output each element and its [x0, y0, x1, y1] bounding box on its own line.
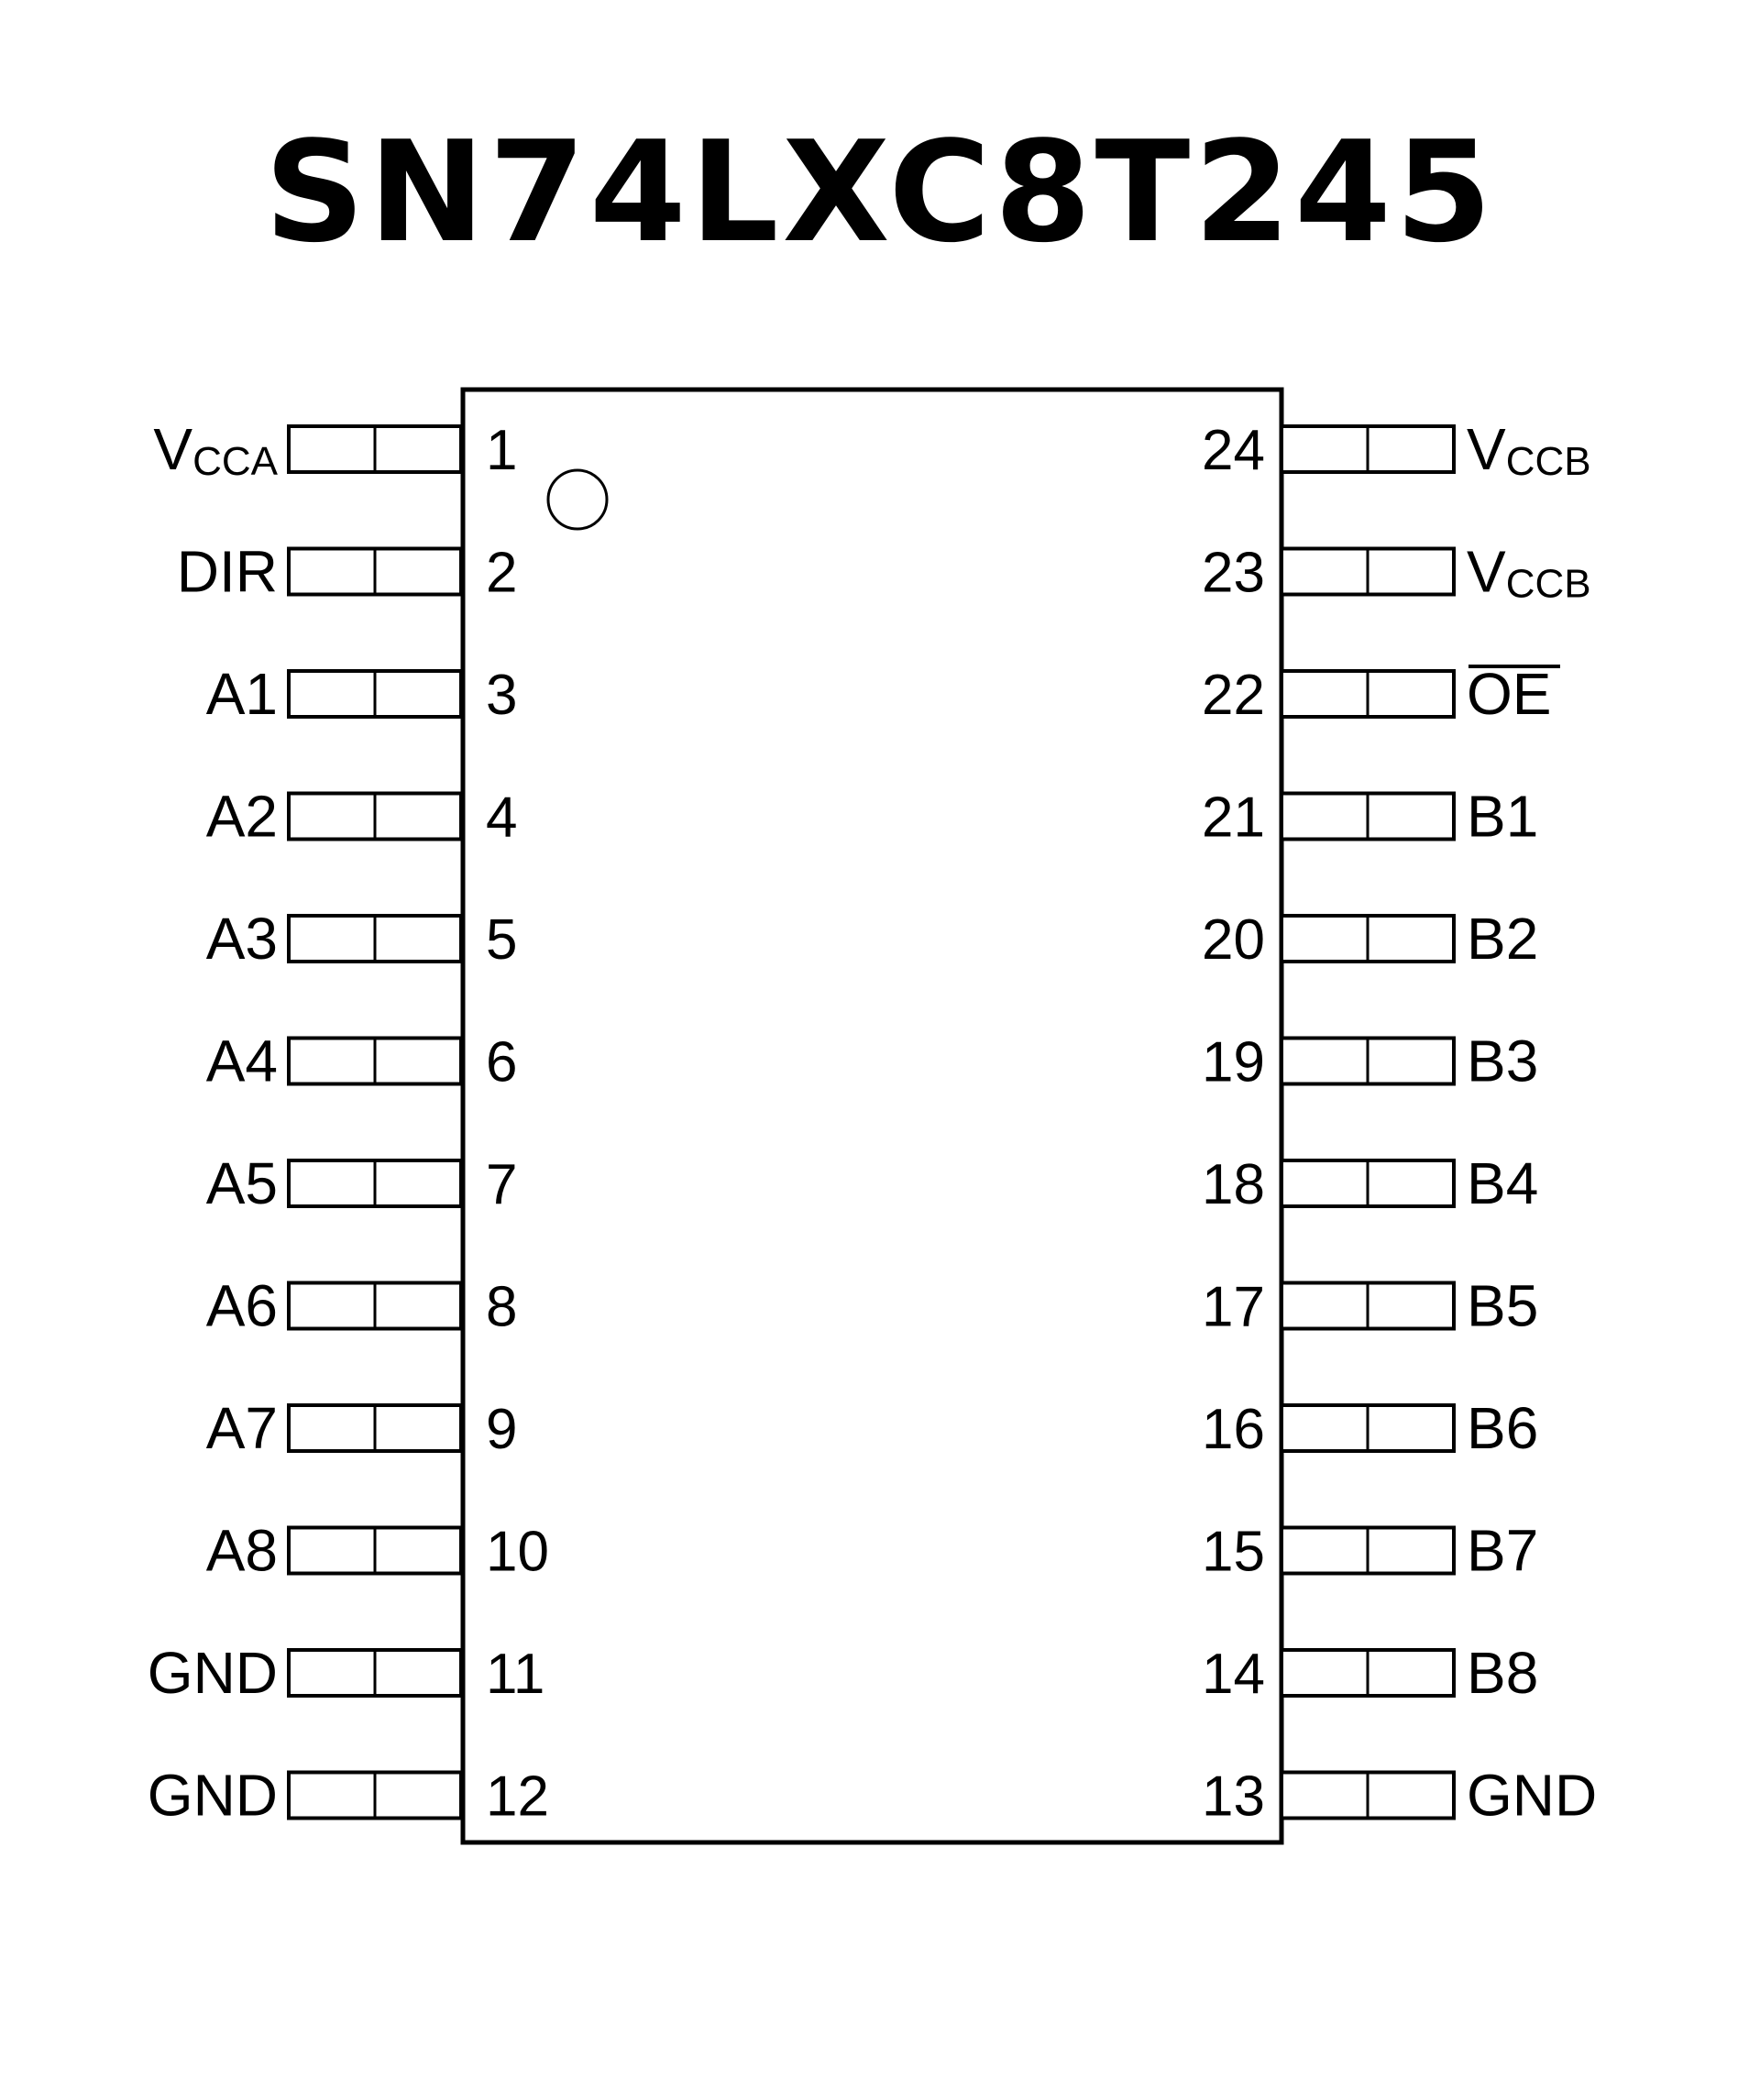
pin-15-name	[1467, 1518, 1538, 1584]
pin-14-name-main: B8	[1467, 1640, 1539, 1706]
pin-14	[1202, 1640, 1538, 1706]
pin-21-name	[1467, 784, 1538, 850]
pin-19	[1202, 1028, 1538, 1094]
pin-24-name-main: V	[1467, 416, 1506, 482]
pin-1-name	[153, 416, 278, 484]
pin-12-name	[148, 1763, 278, 1829]
pin-11-name-main: GND	[147, 1640, 278, 1706]
pin-11	[148, 1640, 545, 1706]
pin-13-name	[1467, 1763, 1597, 1829]
pin-11-name	[148, 1640, 278, 1706]
pin-24-number: 24	[1202, 419, 1265, 482]
pin-1-number: 1	[486, 419, 518, 482]
pin-23-name-subscript: CCB	[1505, 561, 1591, 607]
pin-20	[1202, 906, 1538, 972]
pin-15	[1202, 1518, 1538, 1584]
pin-15-name-main: B7	[1467, 1517, 1539, 1584]
pin-10-name-main: A8	[205, 1517, 278, 1584]
pin-5-number: 5	[486, 908, 518, 972]
pin-6-number: 6	[486, 1030, 518, 1094]
pin-2-name-main: DIR	[176, 538, 278, 605]
pin-17-number: 17	[1202, 1275, 1265, 1339]
pin-6-name-main: A4	[205, 1028, 278, 1094]
pin-16-name	[1467, 1395, 1538, 1461]
pin-17	[1202, 1273, 1538, 1339]
pin-9-name-main: A7	[205, 1395, 278, 1461]
pin-7-number: 7	[486, 1153, 518, 1216]
chip-body	[463, 390, 1282, 1842]
pin-3-number: 3	[486, 664, 518, 727]
pin-16-number: 16	[1202, 1398, 1265, 1461]
pin-8-name-main: A6	[205, 1272, 278, 1339]
pin-8-number: 8	[486, 1275, 518, 1339]
pin-1-name-subscript: CCA	[192, 439, 278, 484]
pin-24-name-subscript: CCB	[1505, 439, 1591, 484]
pin-7-name	[206, 1150, 278, 1216]
pin-22-number: 22	[1202, 664, 1265, 727]
pin-11-number: 11	[486, 1643, 545, 1706]
pin-14-number: 14	[1202, 1643, 1265, 1706]
pin-13-number: 13	[1202, 1765, 1265, 1829]
pin-1	[153, 416, 517, 484]
pin-15-number: 15	[1202, 1520, 1265, 1584]
pin-13-name-main: GND	[1467, 1762, 1598, 1829]
pin-12-name-main: GND	[147, 1762, 278, 1829]
pin-23	[1202, 539, 1591, 607]
pin-18-name-main: B4	[1467, 1150, 1539, 1216]
pin-5-name	[206, 906, 278, 972]
pin-23-name-main: V	[1467, 538, 1506, 605]
pin-5-name-main: A3	[205, 906, 278, 972]
pin-22-name-main: OE	[1467, 661, 1552, 727]
pin-19-name-main: B3	[1467, 1028, 1539, 1094]
pin-20-number: 20	[1202, 908, 1265, 972]
chip-title: SN74LXC8T245	[264, 111, 1496, 273]
pin-12	[148, 1763, 549, 1829]
pin-18	[1202, 1150, 1538, 1216]
pin-14-name	[1467, 1640, 1538, 1706]
pin-21	[1202, 784, 1538, 850]
pin-6-name	[206, 1028, 278, 1094]
pin-13	[1202, 1763, 1597, 1829]
pin-3-name-main: A1	[205, 661, 278, 727]
pin-24	[1202, 416, 1591, 484]
pin-16	[1202, 1395, 1538, 1461]
pin-9-name	[206, 1395, 278, 1461]
pin-2-number: 2	[486, 541, 518, 605]
pin-23-name	[1467, 539, 1591, 607]
pin-12-number: 12	[486, 1765, 549, 1829]
pin-10-number: 10	[486, 1520, 549, 1584]
pin-19-name	[1467, 1028, 1538, 1094]
pin-1-name-main: V	[153, 416, 193, 482]
pin-17-name-main: B5	[1467, 1272, 1539, 1339]
pin-22-name	[1467, 661, 1551, 727]
pin-2-name	[177, 539, 278, 605]
pin-18-number: 18	[1202, 1153, 1265, 1216]
pin-22	[1202, 661, 1560, 727]
pin-9-number: 9	[486, 1398, 518, 1461]
pin-24-name	[1467, 416, 1591, 484]
pin-21-number: 21	[1202, 786, 1265, 850]
pin-19-number: 19	[1202, 1030, 1265, 1094]
pin-23-number: 23	[1202, 541, 1265, 605]
pin-21-name-main: B1	[1467, 783, 1539, 850]
pin-20-name-main: B2	[1467, 906, 1539, 972]
pin-4-name	[206, 784, 278, 850]
pin-4-name-main: A2	[205, 783, 278, 850]
pin-3-name	[206, 661, 278, 727]
pin-4-number: 4	[486, 786, 518, 850]
pin-17-name	[1467, 1273, 1538, 1339]
pin-10-name	[206, 1518, 278, 1584]
pin-16-name-main: B6	[1467, 1395, 1539, 1461]
pin-8-name	[206, 1273, 278, 1339]
pin-7-name-main: A5	[205, 1150, 278, 1216]
pin-20-name	[1467, 906, 1538, 972]
pin-10	[206, 1518, 549, 1584]
pin-18-name	[1467, 1150, 1538, 1216]
